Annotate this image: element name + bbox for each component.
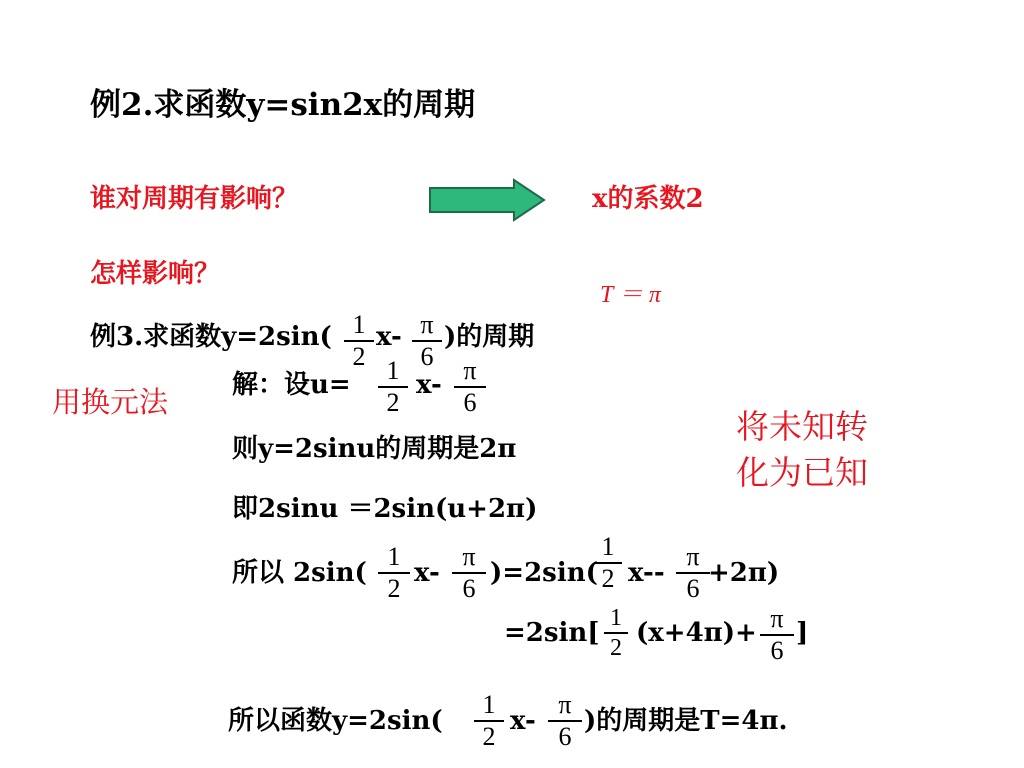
example2-title: 例2.求函数y=sin2x的周期 xyxy=(90,87,476,123)
step4-end: +2π) xyxy=(708,558,780,588)
conclusion-suffix: )的周期是T=4π. xyxy=(584,706,788,736)
period-formula: T ＝ π xyxy=(600,282,661,308)
fraction-one-half xyxy=(378,358,408,416)
step1-x: x- xyxy=(416,370,442,400)
denominator: 6 xyxy=(686,574,700,603)
step5-end: ] xyxy=(796,618,809,648)
question-who-affects-period: 谁对周期有影响？ xyxy=(90,184,299,214)
denominator: 2 xyxy=(387,574,401,603)
numerator: π xyxy=(558,690,572,719)
fraction-pi-sixth xyxy=(548,692,582,750)
denominator: 2 xyxy=(601,564,615,593)
example3-title-x: x- xyxy=(376,322,402,352)
question-how-affects: 怎样影响？ xyxy=(90,259,221,289)
fraction-pi-sixth xyxy=(412,312,442,370)
denominator: 2 xyxy=(386,388,400,417)
denominator: 6 xyxy=(558,722,572,751)
step4-prefix: 所以 2sin( xyxy=(232,558,367,588)
numerator: π xyxy=(770,604,784,633)
denominator: 6 xyxy=(770,636,784,665)
fraction-one-half xyxy=(344,312,374,370)
fraction-one-half xyxy=(594,534,622,592)
numerator: π xyxy=(463,356,477,385)
denominator: 2 xyxy=(352,342,366,371)
numerator: π xyxy=(420,310,434,339)
denominator: 6 xyxy=(463,388,477,417)
example3-title-prefix: 例3.求函数y=2sin( xyxy=(90,322,332,352)
denominator: 6 xyxy=(420,342,434,371)
numerator: 1 xyxy=(387,542,401,571)
fraction-one-half xyxy=(378,544,410,602)
denominator: 2 xyxy=(482,722,496,751)
fraction-one-half xyxy=(604,606,628,660)
step4-mid: )=2sin( xyxy=(490,558,598,588)
fraction-one-half xyxy=(474,692,504,750)
numerator: 1 xyxy=(386,356,400,385)
fraction-pi-sixth xyxy=(454,358,486,416)
numerator: 1 xyxy=(352,310,366,339)
step2: 则y=2sinu的周期是2π xyxy=(232,434,517,464)
step5-prefix: =2sin[ xyxy=(504,618,600,648)
step1-prefix: 解：设u= xyxy=(232,370,351,400)
numerator: 1 xyxy=(610,605,622,631)
denominator: 6 xyxy=(462,574,476,603)
method-label: 用换元法 xyxy=(52,385,169,419)
answer-coefficient: x的系数2 xyxy=(592,184,704,214)
numerator: 1 xyxy=(482,690,496,719)
fraction-pi-sixth xyxy=(452,544,486,602)
fraction-pi-sixth xyxy=(676,544,710,602)
step3: 即2sinu ＝2sin(u+2π) xyxy=(232,494,538,524)
note-line2: 化为已知 xyxy=(736,453,868,492)
conclusion-prefix: 所以函数y=2sin( xyxy=(228,706,443,736)
conclusion-x: x- xyxy=(510,706,536,736)
numerator: 1 xyxy=(601,532,615,561)
step5-mid: (x+4π)+ xyxy=(636,618,757,648)
right-arrow-icon xyxy=(428,178,548,222)
step4-x: x- xyxy=(414,558,440,588)
numerator: π xyxy=(462,542,476,571)
example3-title-suffix: )的周期 xyxy=(444,322,535,352)
numerator: π xyxy=(686,542,700,571)
step4-x2: x-- xyxy=(628,558,665,588)
note-line1: 将未知转 xyxy=(736,407,868,446)
fraction-pi-sixth xyxy=(760,606,794,664)
denominator: 2 xyxy=(610,635,622,661)
